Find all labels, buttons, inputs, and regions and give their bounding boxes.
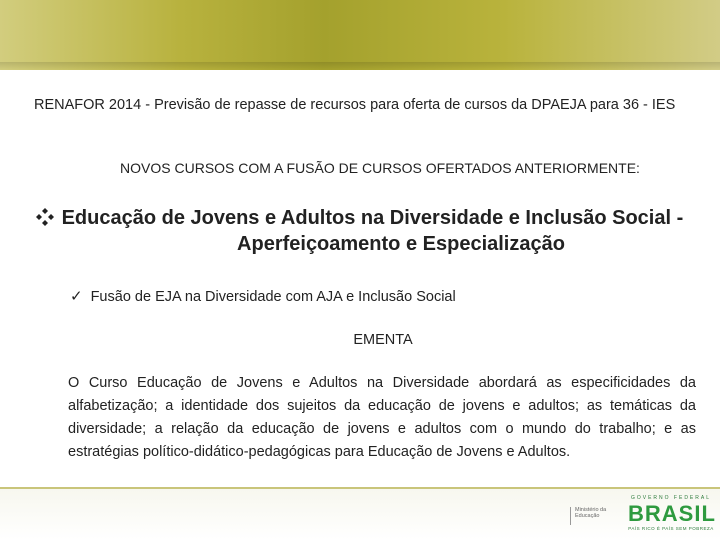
brasil-logo-word: BRASIL — [628, 501, 716, 526]
fusion-item — [70, 287, 456, 305]
course-title — [36, 205, 696, 257]
ministry-line2: Educação — [575, 513, 600, 519]
header-banner — [0, 0, 720, 70]
ementa-label: EMENTA — [353, 332, 413, 348]
check-mark-icon: ✓ — [70, 288, 83, 305]
brasil-logo-top-text: GOVERNO FEDERAL — [630, 495, 711, 501]
ministry-logo — [570, 507, 625, 525]
ministry-line1: Ministério da — [575, 507, 607, 513]
slide-header-text: RENAFOR 2014 - Previsão de repasse de recursos para oferta de cursos da DPAEJA para 36 - IES — [34, 97, 676, 113]
brasil-government-logo — [628, 495, 714, 533]
course-title-line2: Aperfeiçoamento e Especialização — [237, 233, 565, 255]
brasil-logo-slogan: PAÍS RICO É PAÍS SEM POBREZA — [628, 526, 714, 531]
section-subheading: NOVOS CURSOS COM A FUSÃO DE CURSOS OFERTADOS ANTERIORMENTE: — [120, 160, 640, 176]
course-title-line1: Educação de Jovens e Adultos na Diversidade e Inclusão Social - — [61, 207, 684, 229]
ementa-paragraph: O Curso Educação de Jovens e Adultos na Diversidade abordará as especificidades da alfabetização; a identidade dos sujeitos da educação de jovens e adultos; as temáticas da diversidade; a relação da educação de jovens e adultos com o mundo do trabalho; e as estratégias político-didático-pedagógicas para Educação de Jovens e Adultos. — [68, 375, 696, 460]
fusion-item-label: Fusão de EJA na Diversidade com AJA e Inclusão Social — [90, 289, 456, 305]
header-banner-shadow — [0, 62, 720, 70]
diamond-bullet-icon — [36, 207, 62, 229]
